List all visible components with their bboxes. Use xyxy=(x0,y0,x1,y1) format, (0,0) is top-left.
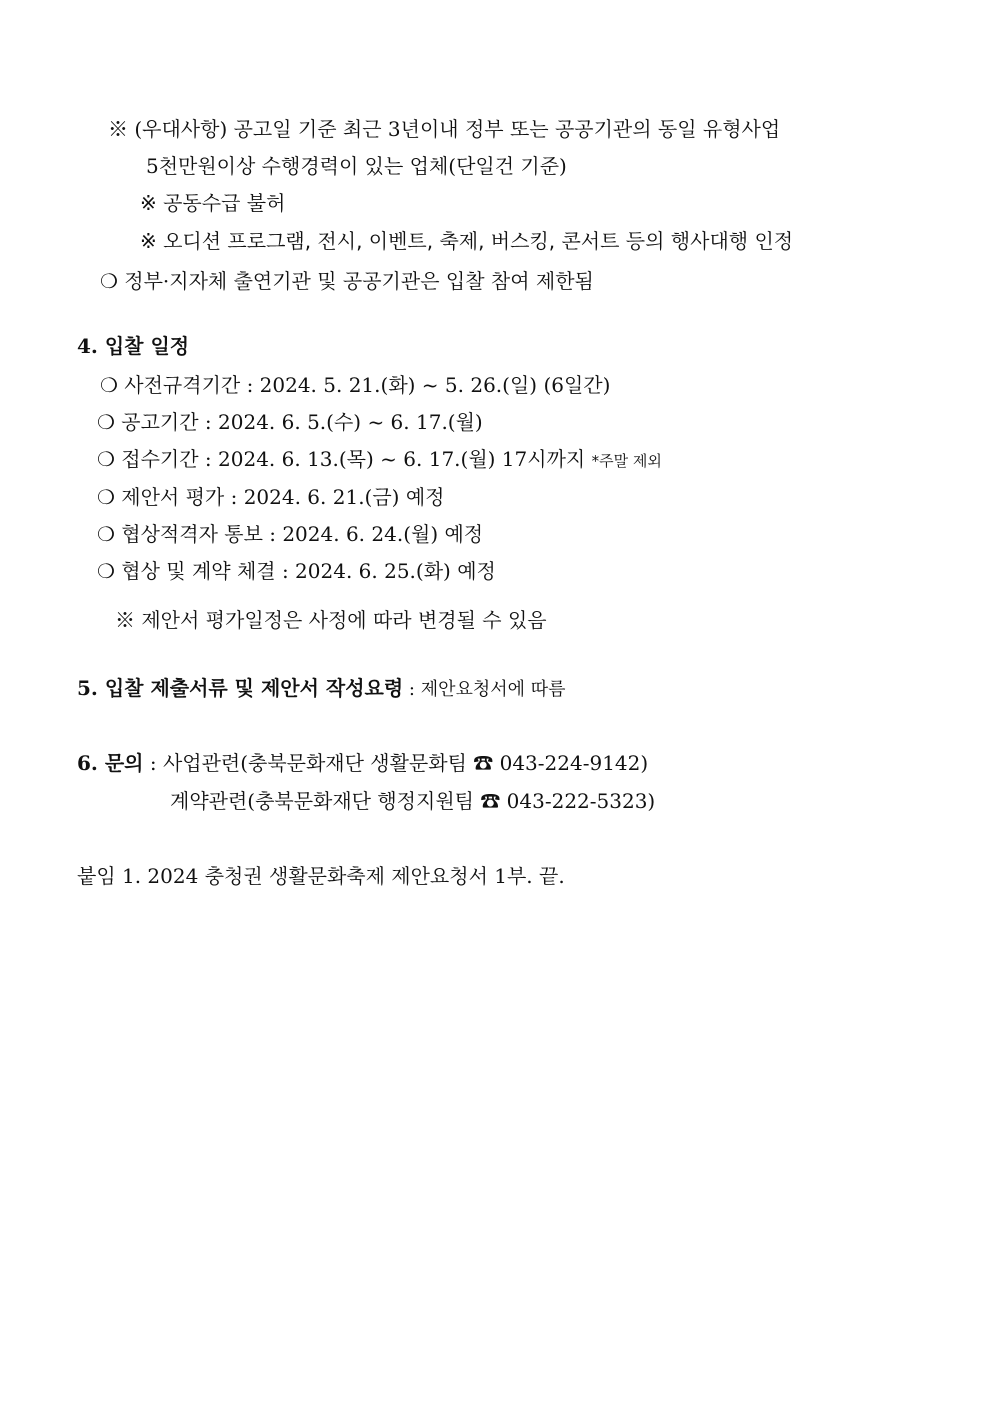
preference-note-event-agency: ※ 오디션 프로그램, 전시, 이벤트, 축제, 버스킹, 콘서트 등의 행사대행 인정 xyxy=(140,229,794,253)
documents-heading: 5. 입찰 제출서류 및 제안서 작성요령 xyxy=(77,676,404,700)
weekend-exclusion-note: *주말 제외 xyxy=(591,452,662,470)
schedule-change-note: ※ 제안서 평가일정은 사정에 따라 변경될 수 있음 xyxy=(115,608,547,632)
schedule-item-pre-spec: ❍ 사전규격기간 : 2024. 5. 21.(화) ~ 5. 26.(일) (6일간) xyxy=(100,373,611,397)
preference-note-joint-supply: ※ 공동수급 불허 xyxy=(140,191,286,215)
participation-restriction: ❍ 정부·지자체 출연기관 및 공공기관은 입찰 참여 제한됨 xyxy=(100,269,594,293)
schedule-item-negotiation-notice: ❍ 협상적격자 통보 : 2024. 6. 24.(월) 예정 xyxy=(97,522,484,546)
schedule-item-notice-period: ❍ 공고기간 : 2024. 6. 5.(수) ~ 6. 17.(월) xyxy=(97,410,483,434)
schedule-item-proposal-evaluation: ❍ 제안서 평가 : 2024. 6. 21.(금) 예정 xyxy=(97,485,445,509)
submission-period-text: ❍ 접수기간 : 2024. 6. 13.(목) ~ 6. 17.(월) 17시까지 xyxy=(97,447,586,471)
schedule-item-submission-period xyxy=(97,446,662,474)
documents-section xyxy=(77,675,566,703)
inquiry-heading: 6. 문의 xyxy=(77,751,144,775)
preference-line-2: 5천만원이상 수행경력이 있는 업체(단일건 기준) xyxy=(146,154,567,178)
schedule-item-contract: ❍ 협상 및 계약 체결 : 2024. 6. 25.(화) 예정 xyxy=(97,559,496,583)
inquiry-contract-contact: 계약관련(충북문화재단 행정지원팀 ☎ 043-222-5323) xyxy=(170,789,656,813)
schedule-heading: 4. 입찰 일정 xyxy=(77,334,190,358)
inquiry-business-contact: : 사업관련(충북문화재단 생활문화팀 ☎ 043-224-9142) xyxy=(143,751,649,775)
attachment-line: 붙임 1. 2024 충청권 생활문화축제 제안요청서 1부. 끝. xyxy=(77,864,565,888)
documents-detail: : 제안요청서에 따름 xyxy=(403,679,566,700)
preference-line-1: ※ (우대사항) 공고일 기준 최근 3년이내 정부 또는 공공기관의 동일 유형사업 xyxy=(108,117,781,141)
inquiry-section xyxy=(77,750,648,776)
